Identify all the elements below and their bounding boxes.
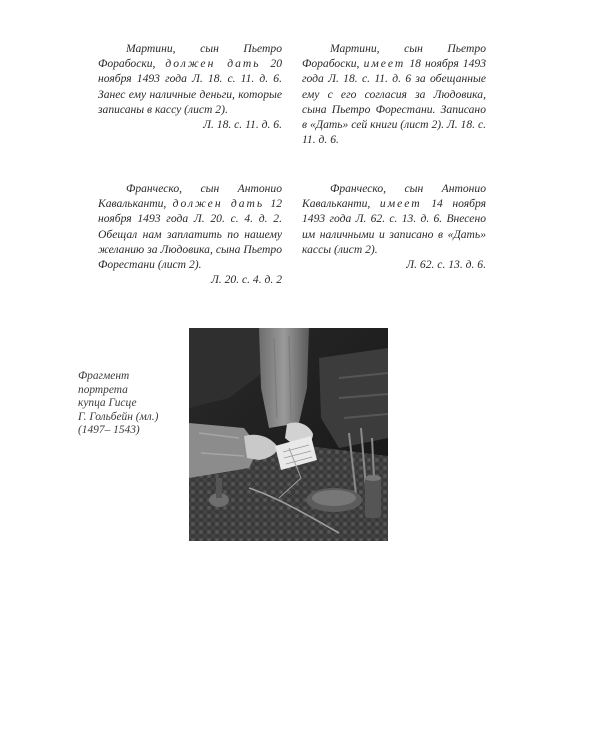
entry-keyword: должен дать xyxy=(172,197,265,211)
caption-line: Фрагмент xyxy=(78,370,130,382)
right-entry-francesco xyxy=(302,181,486,272)
right-entry-martini-text xyxy=(302,41,486,147)
figure-caption xyxy=(78,370,176,438)
entry-name: Форабоски, xyxy=(302,57,360,71)
entry-heading: Франческо, сын Антонио xyxy=(330,182,486,195)
entry-body: 14 ноября 1493 года Л. 62. с. 13. д. 6. Внесено им наличными и записано в «Дать» кассы (лист 2). xyxy=(302,197,486,256)
entry-heading: Мартини, сын Пьетро xyxy=(330,42,486,55)
left-entry-martini xyxy=(98,41,282,132)
entry-heading: Франческо, сын Антонио xyxy=(126,182,282,195)
entry-heading: Мартини, сын Пьетро xyxy=(126,42,282,55)
entry-keyword: должен дать xyxy=(165,57,261,71)
entry-name: Кавальканти, xyxy=(98,197,167,211)
entry-name: Кавальканти, xyxy=(302,197,371,211)
right-entry-martini xyxy=(302,41,486,147)
left-entry-martini-text xyxy=(98,41,282,132)
caption-line: Г. Гольбейн (мл.) xyxy=(78,410,159,423)
portrait-fragment-image xyxy=(189,328,388,541)
caption-line: купца Гисце xyxy=(78,397,137,410)
right-entry-francesco-text xyxy=(302,181,486,272)
entry-ref: Л. 20. с. 4. д. 2 xyxy=(210,273,282,287)
left-entry-francesco xyxy=(98,181,282,287)
entry-ref: Л. 18. с. 11. д. 6. xyxy=(203,118,282,132)
left-entry-francesco-text xyxy=(98,181,282,287)
entry-keyword: имеет xyxy=(363,57,406,71)
portrait-illustration xyxy=(189,328,388,541)
entry-keyword: имеет xyxy=(379,197,422,211)
caption-line: портрета xyxy=(78,383,128,396)
caption-line: (1497– 1543) xyxy=(78,424,140,437)
entry-ref: Л. 62. с. 13. д. 6. xyxy=(406,258,486,272)
entry-body: 18 ноября 1493 года Л. 18. с. 11. д. 6 за обещанные ему с его согласия за Людовика, сына Пьетро Форестани. Записано в «Дать» сей книги (лист 2). Л. 18. с. 11. д. 6. xyxy=(302,57,486,147)
entry-name: Форабоски, xyxy=(98,57,156,71)
entry-body: 20 ноября 1493 года Л. 18. с. 11. д. 6. Занес ему наличные деньги, которые записаны в кассу (лист 2). xyxy=(98,57,282,116)
entry-body: 12 ноября 1493 года Л. 20. с. 4. д. 2. Обещал нам заплатить по нашему желанию за Людовика, сына Пьетро Форестани (лист 2). xyxy=(98,197,282,272)
